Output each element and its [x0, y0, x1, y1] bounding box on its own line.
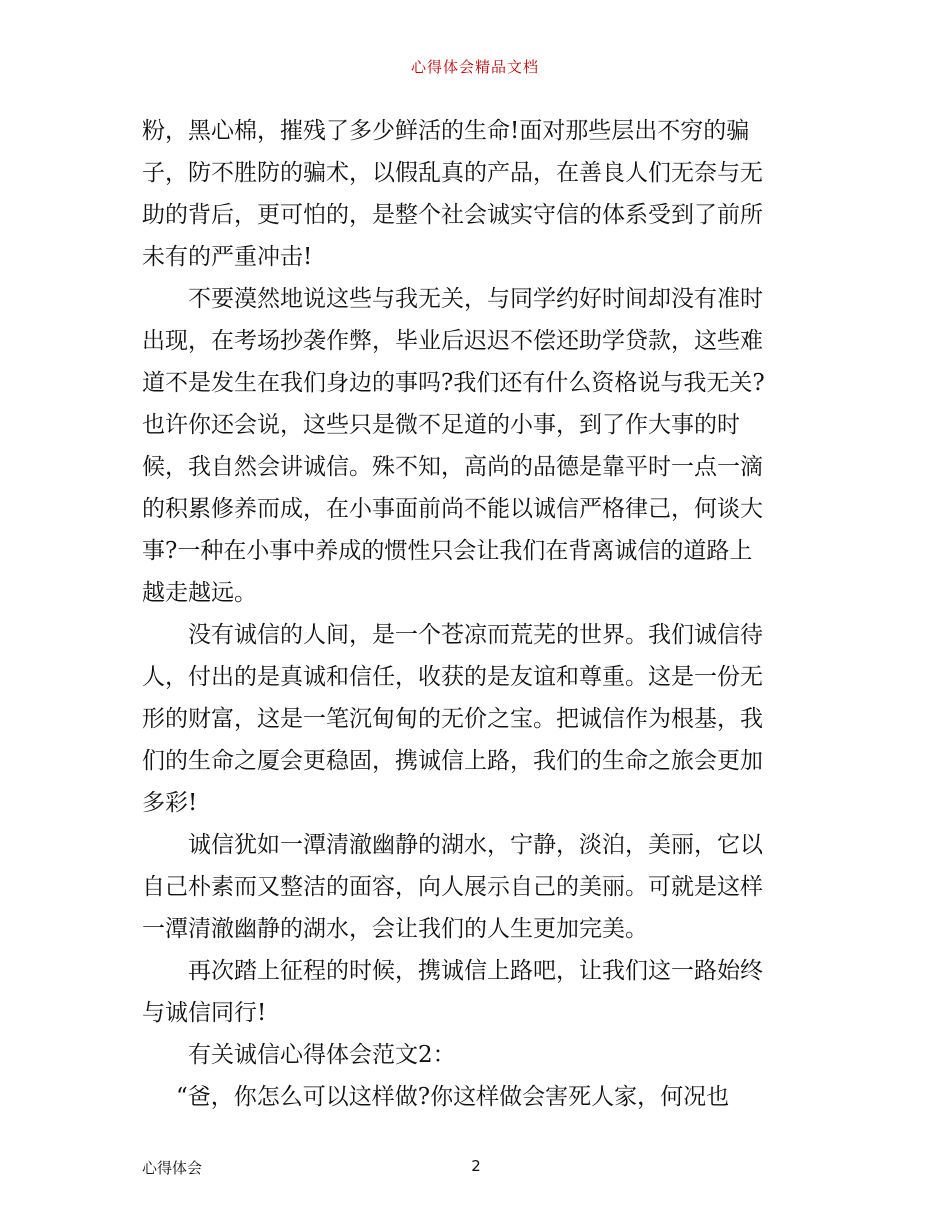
- paragraph-start-line: “爸，你怎么可以这样做?你这样做会害死人家，何况也: [176, 1084, 730, 1110]
- text-line: 越走越远。: [142, 580, 257, 606]
- paragraph-start-line: 不要漠然地说这些与我无关，与同学约好时间却没有准时: [188, 286, 763, 312]
- paragraph-start-line: 诚信犹如一潭清澈幽静的湖水，宁静，淡泊，美丽，它以: [188, 832, 763, 858]
- footer-label: 心得体会: [142, 1159, 203, 1177]
- text-line: 候，我自然会讲诚信。殊不知，高尚的品德是靠平时一点一滴: [142, 454, 763, 480]
- text-line: 的积累修养而成，在小事面前尚不能以诚信严格律己，何谈大: [142, 496, 763, 522]
- page-number: 2: [471, 1157, 481, 1175]
- paragraph-start-line: 再次踏上征程的时候，携诚信上路吧，让我们这一路始终: [188, 958, 763, 984]
- text-line: 一潭清澈幽静的湖水，会让我们的人生更加完美。: [142, 916, 648, 942]
- text-line: 粉，黑心棉，摧残了多少鲜活的生命!面对那些层出不穷的骗: [142, 118, 750, 144]
- text-line: 们的生命之厦会更稳固，携诚信上路，我们的生命之旅会更加: [142, 748, 763, 774]
- text-line: 自己朴素而又整洁的面容，向人展示自己的美丽。可就是这样: [142, 874, 763, 900]
- paragraph-start-line: 没有诚信的人间，是一个苍凉而荒芜的世界。我们诚信待: [188, 622, 763, 648]
- text-line: 也许你还会说，这些只是微不足道的小事，到了作大事的时: [142, 412, 740, 438]
- text-line: 人，付出的是真诚和信任，收获的是友谊和尊重。这是一份无: [142, 664, 763, 690]
- section-heading: 有关诚信心得体会范文2：: [188, 1042, 456, 1068]
- text-line: 多彩!: [142, 790, 198, 816]
- document-body: [142, 110, 810, 1118]
- text-line: 道不是发生在我们身边的事吗?我们还有什么资格说与我无关?: [142, 370, 765, 396]
- text-line: 出现，在考场抄袭作弊，毕业后迟迟不偿还助学贷款，这些难: [142, 328, 763, 354]
- page-header-title: 心得体会精品文档: [410, 58, 539, 76]
- text-line: 形的财富，这是一笔沉甸甸的无价之宝。把诚信作为根基，我: [142, 706, 763, 732]
- text-line: 与诚信同行!: [142, 1000, 267, 1026]
- text-line: 事?一种在小事中养成的惯性只会让我们在背离诚信的道路上: [142, 538, 753, 564]
- text-line: 助的背后，更可怕的，是整个社会诚实守信的体系受到了前所: [142, 202, 763, 228]
- text-line: 子，防不胜防的骗术，以假乱真的产品，在善良人们无奈与无: [142, 160, 763, 186]
- text-line: 未有的严重冲击!: [142, 244, 313, 270]
